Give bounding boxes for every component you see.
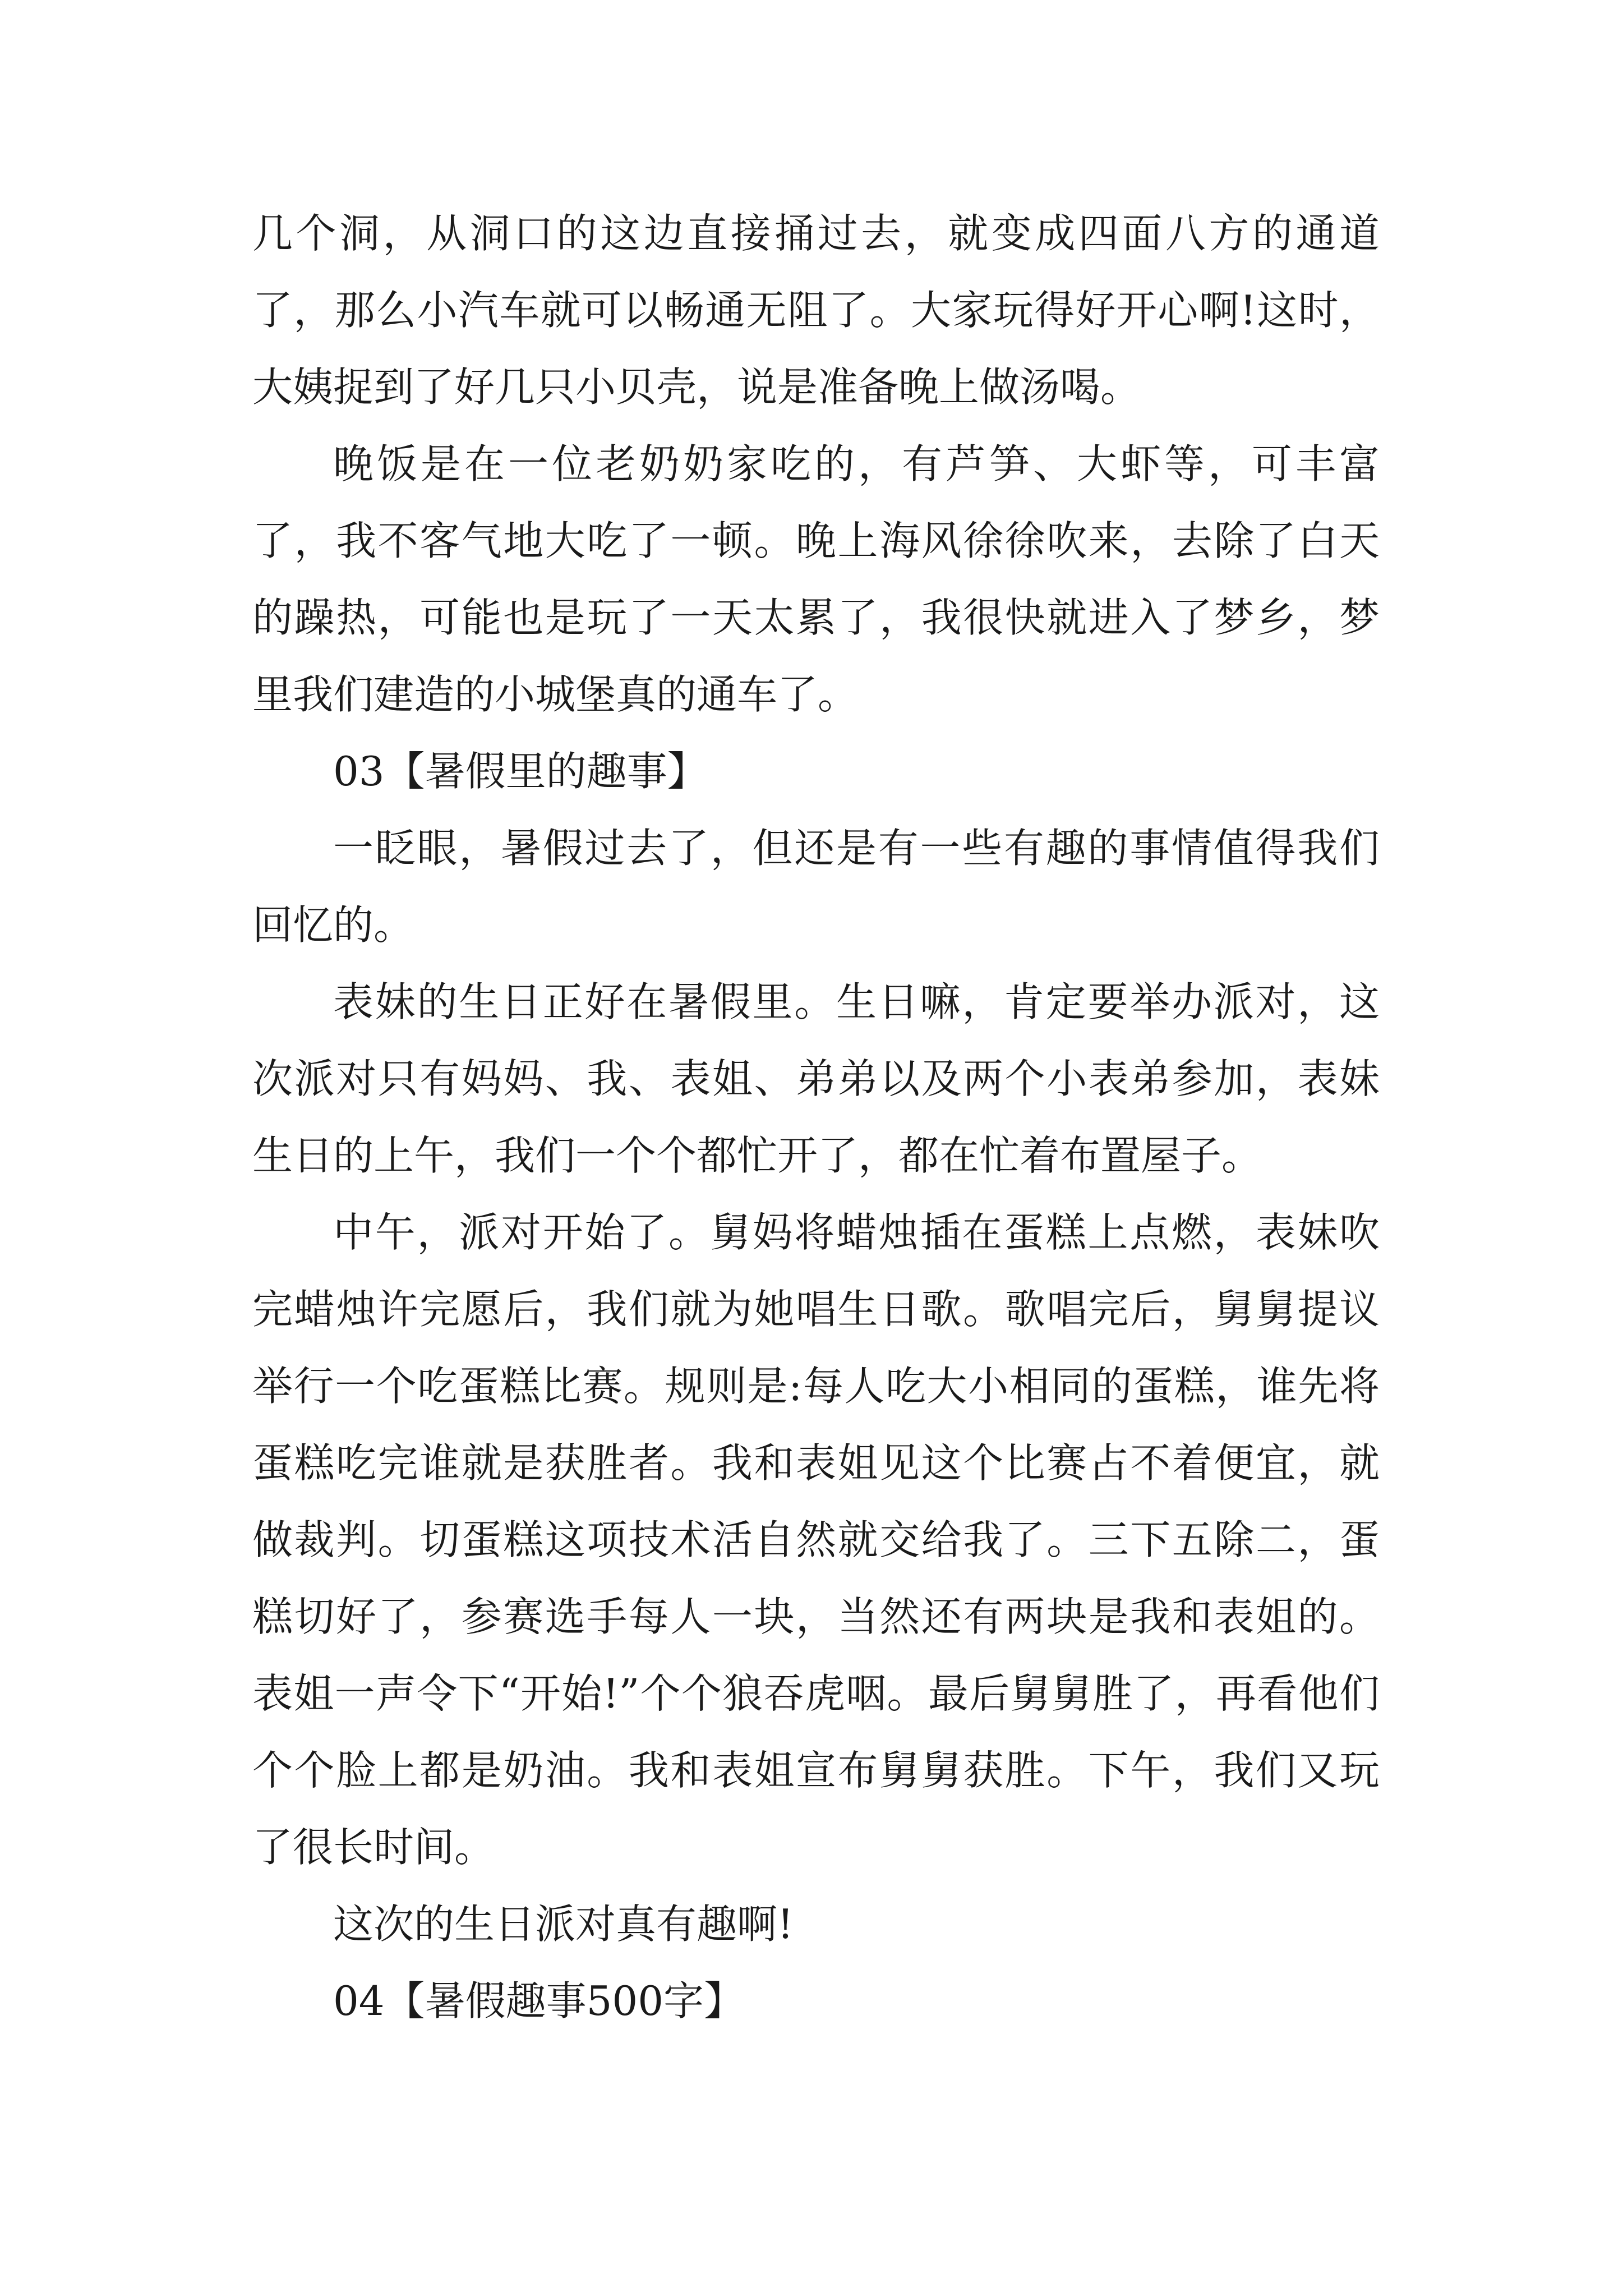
paragraph-cake-contest: 中午，派对开始了。舅妈将蜡烛插在蛋糕上点燃，表妹吹完蜡烛许完愿后，我们就为她唱生日歌。歌唱完后，舅舅提议举行一个吃蛋糕比赛。规则是:每人吃大小相同的蛋糕，谁先将蛋糕吃完谁就是获胜者。我和表姐见这个比赛占不着便宜，就做裁判。切蛋糕这项技术活自然就交给我了。三下五除二，蛋糕切好了，参赛选手每人一块，当然还有两块是我和表姐的。表姐一声令下“开始!”个个狼吞虎咽。最后舅舅胜了，再看他们个个脸上都是奶油。我和表姐宣布舅舅获胜。下午，我们又玩了很长时间。 <box>252 1209 1380 1871</box>
paragraph-continuation: 几个洞，从洞口的这边直接捅过去，就变成四面八方的通道了，那么小汽车就可以畅通无阻了。大家玩得好开心啊!这时，大姨捉到了好几只小贝壳，说是准备晚上做汤喝。 <box>252 210 1380 411</box>
paragraph-dinner: 晚饭是在一位老奶奶家吃的，有芦笋、大虾等，可丰富了，我不客气地大吃了一顿。晚上海风徐徐吹来，去除了白天的躁热，可能也是玩了一天太累了，我很快就进入了梦乡，梦里我们建造的小城堡真的通车了。 <box>252 440 1380 718</box>
document-body <box>252 195 1380 2040</box>
section-heading-04: 04【暑假趣事500字】 <box>333 1977 745 2024</box>
section-heading-03: 03【暑假里的趣事】 <box>333 748 708 795</box>
paragraph-conclusion: 这次的生日派对真有趣啊! <box>333 1901 794 1948</box>
paragraph-summer-over: 一眨眼，暑假过去了，但还是有一些有趣的事情值得我们回忆的。 <box>252 825 1380 949</box>
paragraph-birthday: 表妹的生日正好在暑假里。生日嘛，肯定要举办派对，这次派对只有妈妈、我、表姐、弟弟以及两个小表弟参加，表妹生日的上午，我们一个个都忙开了，都在忙着布置屋子。 <box>252 978 1380 1179</box>
